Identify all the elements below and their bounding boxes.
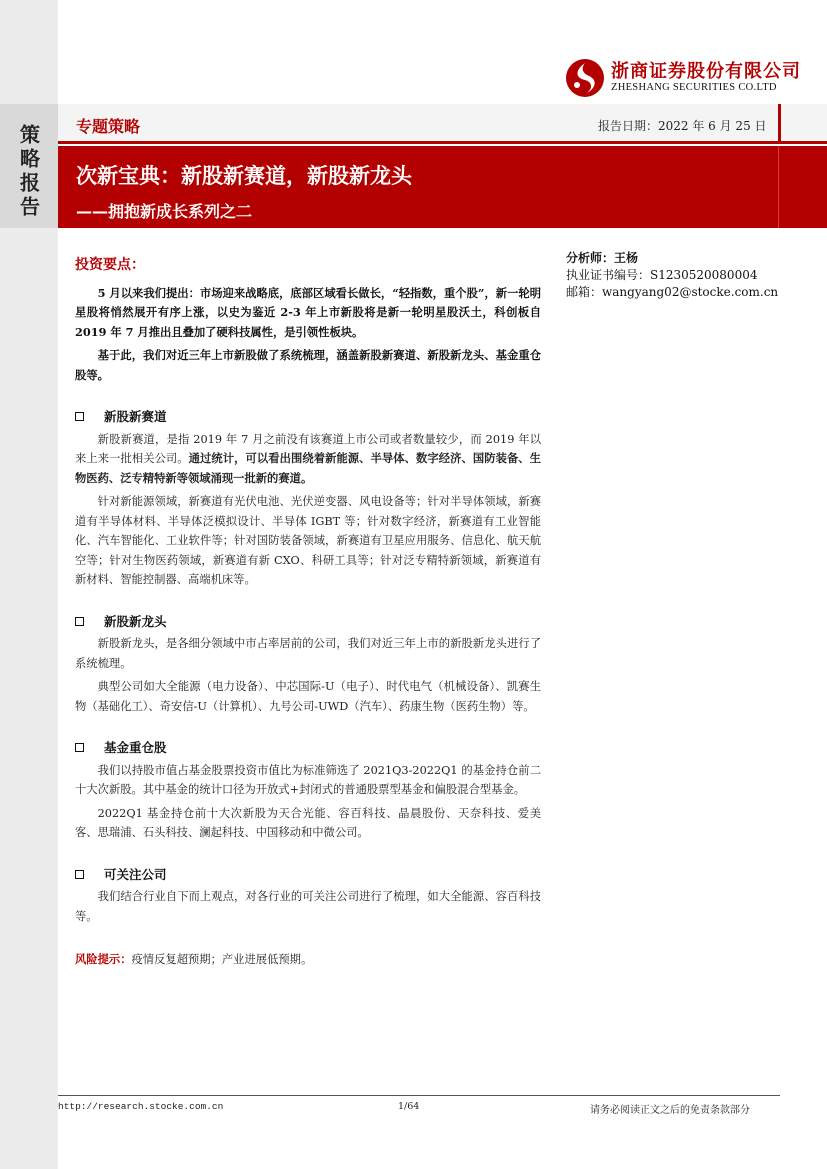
risk-label: 风险提示： — [75, 952, 132, 966]
page-number: 1/64 — [398, 1101, 420, 1112]
logo-company-name-en: ZHESHANG SECURITIES CO.LTD — [611, 82, 777, 93]
main-content — [75, 256, 541, 970]
section-title: 可关注公司 — [104, 866, 167, 882]
section-heading-fund-holdings — [75, 738, 541, 758]
report-category: 专题策略 — [76, 117, 141, 136]
key-point-paragraph: 5 月以来我们提出：市场迎来战略底，底部区域看长做长，“轻指数，重个股”，新一轮明星股将悄然展开有序上涨，以史为鉴近 2-3 年上市新股将是新一轮明星股沃土，科创板自 2019 年 7 月推出且叠加了硬科技属性，是引领性板块。 — [75, 285, 541, 339]
paragraph-bold-text: 通过统计，可以看出围绕着新能源、半导体、数字经济、国防装备、生物医药、泛专精特新等领域涌现一批新的赛道。 — [75, 451, 541, 485]
section-title: 新股新龙头 — [104, 613, 167, 629]
risk-text: 疫情反复超预期；产业进展低预期。 — [131, 953, 313, 966]
logo-company-name-cn: 浙商证券股份有限公司 — [611, 61, 801, 82]
section-title: 基金重仓股 — [104, 740, 167, 755]
analyst-name: 分析师：王杨 — [566, 251, 639, 265]
report-date: 报告日期：2022 年 6 月 25 日 — [598, 119, 767, 133]
section-paragraph: 我们以持股市值占基金股票投资市值比为标准筛选了 2021Q3-2022Q1 的基金持仓前二十大次新股。其中基金的统计口径为开放式+封闭式的普通股票型基金和偏股混合型基金。 — [75, 763, 541, 796]
report-title: 次新宝典：新股新赛道，新股新龙头 — [76, 164, 412, 188]
risk-warning — [75, 950, 541, 970]
header-divider — [778, 104, 781, 144]
section-paragraph: 典型公司如大全能源（电力设备）、中芯国际-U（电子）、时代电气（机械设备）、凯赛生物（基础化工）、奇安信-U（计算机）、九号公司-UWD（汽车）、药康生物（医药生物）等。 — [75, 680, 541, 713]
footer-url-link[interactable]: http://research.stocke.com.cn — [58, 1101, 224, 1112]
footer-divider — [58, 1095, 780, 1096]
paragraph-text: 新股新赛道，是指 2019 年 7 月之前没有该赛道上市公司或者数量较少，而 2019 年以来上来一批相关公司。 — [75, 432, 541, 465]
category-bar — [58, 104, 827, 144]
report-subtitle: ——拥抱新成长系列之二 — [76, 202, 253, 221]
section-paragraph — [75, 430, 541, 489]
section-paragraph: 新股新龙头，是各细分领域中市占率居前的公司，我们对近三年上市的新股新龙头进行了系统梳理。 — [75, 637, 541, 670]
checkbox-bullet-icon — [75, 617, 84, 626]
key-point-paragraph: 基于此，我们对近三年上市新股做了系统梳理，涵盖新股新赛道、新股新龙头、基金重仓股等。 — [75, 348, 541, 382]
report-type-label: 策略报告 — [16, 124, 41, 220]
analyst-info — [566, 250, 778, 301]
section-title: 新股新赛道 — [104, 409, 167, 424]
section-heading-watch-companies — [75, 865, 541, 885]
checkbox-bullet-icon — [75, 412, 84, 421]
section-paragraph: 我们结合行业自下而上观点，对各行业的可关注公司进行了梳理，如大全能源、容百科技等。 — [75, 890, 541, 923]
zheshang-logo-icon — [565, 58, 605, 98]
checkbox-bullet-icon — [75, 870, 84, 879]
company-logo — [565, 58, 801, 98]
section-paragraph: 2022Q1 基金持仓前十大次新股为天合光能、容百科技、晶晨股份、天奈科技、爱美客、思瑞浦、石头科技、澜起科技、中国移动和中微公司。 — [75, 806, 541, 839]
disclaimer-note: 请务必阅读正文之后的免责条款部分 — [590, 1105, 750, 1116]
section-heading-new-tracks — [75, 407, 541, 427]
report-type-tag — [0, 104, 58, 228]
checkbox-bullet-icon — [75, 743, 84, 752]
section-paragraph: 针对新能源领域，新赛道有光伏电池、光伏逆变器、风电设备等；针对半导体领域，新赛道有半导体材料、半导体泛模拟设计、半导体 IGBT 等；针对数字经济，新赛道有工业智能化、汽车智能化、工业软件等；针对国防装备领域，新赛道有卫星应用服务、信息化、航天航空等；针对生物医药领域，新赛道有新 CXO、科研工具等；针对泛专精特新领域，新赛道有新材料、智能控制器、高端机床等。 — [75, 495, 541, 586]
title-band-right-block — [778, 146, 827, 228]
title-band — [58, 146, 827, 228]
analyst-email: 邮箱：wangyang02@stocke.com.cn — [566, 285, 779, 299]
section-heading-new-leaders — [75, 612, 541, 632]
analyst-license: 执业证书编号：S1230520080004 — [566, 268, 758, 282]
key-points-heading: 投资要点： — [75, 257, 145, 273]
